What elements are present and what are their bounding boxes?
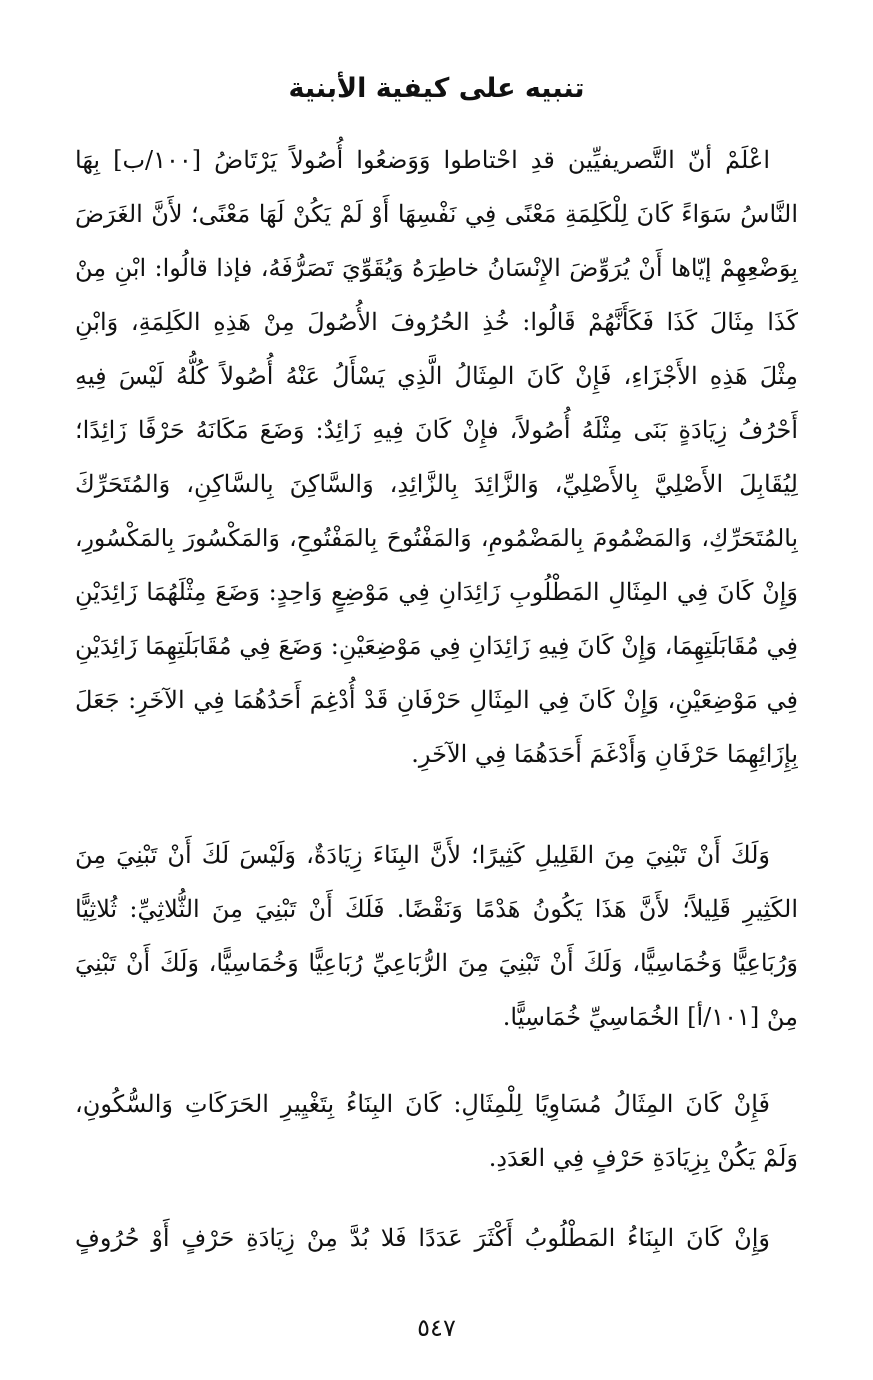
text-line: لِيُقَابِلَ الأَصْلِيَّ بِالأَصْلِيِّ، وَالزَّائِدَ بِالزَّائِدِ، وَالسَّاكِنَ بِالسَّاكِنِ، وَالمُتَحَرِّكَ <box>75 470 798 498</box>
text-line: اعْلَمْ أنّ التَّصريفيِّين قدِ احْتاطوا وَوَضعُوا أُصُولاً يَرْتَاضُ [١٠٠/ب] بِهَا <box>75 146 770 174</box>
text-line: النَّاسُ سَوَاءً كَانَ لِلْكَلِمَةِ مَعْنًى فِي نَفْسِهَا أَوْ لَمْ يَكُنْ لَهَا مَعْنًى؛ لأَنَّ الغَرَضَ <box>75 200 798 228</box>
paragraph-2 <box>75 828 798 1044</box>
paragraph-1 <box>75 133 798 781</box>
text-line: مِنْ [١٠١/أ] الخُمَاسِيِّ خُمَاسِيًّا. <box>502 1003 798 1031</box>
text-line: بِوَضْعِهِمْ إيّاها أَنْ يُرَوِّضَ الإِنْسَانُ خاطِرَهُ وَيُقَوِّيَ تَصَرُّفَهُ، فإذا قالُوا: ابْنِ مِنْ <box>75 254 798 282</box>
text-line: أَحْرُفُ زِيَادَةٍ بَنَى مِثْلَهُ أُصُولاً، فإِنْ كَانَ فِيهِ زَائِدٌ: وَضَعَ مَكَانَهُ حَرْفًا زَائِدًا؛ <box>75 416 798 444</box>
paragraph-3 <box>75 1077 798 1185</box>
page-title: تنبيه على كيفية الأبنية <box>288 73 585 104</box>
text-line: فِي مُقَابَلَتِهِمَا، وَإِنْ كَانَ فِيهِ زَائِدَانِ فِي مَوْضِعَيْنِ: وَضَعَ فِي مُقَابَلَتِهِمَا زَائِدَيْنِ <box>75 632 798 660</box>
text-line: مِثْلَ هَذِهِ الأَجْزَاءِ، فَإِنْ كَانَ المِثَالُ الَّذِي يَسْأَلُ عَنْهُ أُصُولاً كُلُّهُ لَيْسَ فِيهِ <box>75 362 798 390</box>
text-line: الكَثِيرِ قَلِيلاً؛ لأَنَّ هَذَا يَكُونُ هَدْمًا وَنَقْضًا. فَلَكَ أَنْ تَبْنِيَ مِنَ الثُّلاثِيِّ: ثُلاثِيًّا <box>75 895 798 923</box>
text-line: كَذَا مِثَالَ كَذَا فَكَأَنَّهُمْ قَالُوا: خُذِ الحُرُوفَ الأُصُولَ مِنْ هَذِهِ الكَلِمَةِ، وَابْنِ <box>75 308 798 336</box>
text-line: وَلَمْ يَكُنْ بِزِيَادَةِ حَرْفٍ فِي العَدَدِ. <box>488 1144 798 1172</box>
text-line: بِإِزَائِهِمَا حَرْفَانِ وَأَدْغَمَ أَحَدَهُمَا فِي الآخَرِ. <box>411 740 798 768</box>
text-line: وَإِنْ كَانَ البِنَاءُ المَطْلُوبُ أَكْثَرَ عَدَدًا فَلا بُدَّ مِنْ زِيَادَةِ حَرْفٍ أَوْ حُرُوفٍ <box>75 1224 770 1252</box>
page-number: ٥٤٧ <box>417 1314 456 1342</box>
text-line: وَإِنْ كَانَ فِي المِثَالِ المَطْلُوبِ زَائِدَانِ فِي مَوْضِعٍ وَاحِدٍ: وَضَعَ مِثْلَهُمَا زَائِدَيْنِ <box>75 578 798 606</box>
text-line: فِي مَوْضِعَيْنِ، وَإِنْ كَانَ فِي المِثَالِ حَرْفَانِ قَدْ أُدْغِمَ أَحَدُهُمَا فِي الآخَرِ: جَعَلَ <box>75 686 798 714</box>
text-line: فَإِنْ كَانَ المِثَالُ مُسَاوِيًا لِلْمِثَالِ: كَانَ البِنَاءُ بِتَغْيِيرِ الحَرَكَاتِ وَالسُّكُونِ، <box>75 1090 770 1118</box>
text-line: وَرُبَاعِيًّا وَخُمَاسِيًّا، وَلَكَ أَنْ تَبْنِيَ مِنَ الرُّبَاعِيِّ رُبَاعِيًّا وَخُمَاسِيًّا، وَلَكَ أَنْ تَبْنِيَ <box>75 949 798 977</box>
paragraph-4 <box>75 1211 798 1265</box>
text-line: بِالمُتَحَرِّكِ، وَالمَضْمُومَ بِالمَضْمُومِ، وَالمَفْتُوحَ بِالمَفْتُوحِ، وَالمَكْسُورَ بِالمَكْسُورِ، <box>75 524 798 552</box>
text-line: وَلَكَ أَنْ تَبْنِيَ مِنَ القَلِيلِ كَثِيرًا؛ لأَنَّ البِنَاءَ زِيَادَةٌ، وَلَيْسَ لَكَ أَنْ تَبْنِيَ مِنَ <box>75 841 771 869</box>
